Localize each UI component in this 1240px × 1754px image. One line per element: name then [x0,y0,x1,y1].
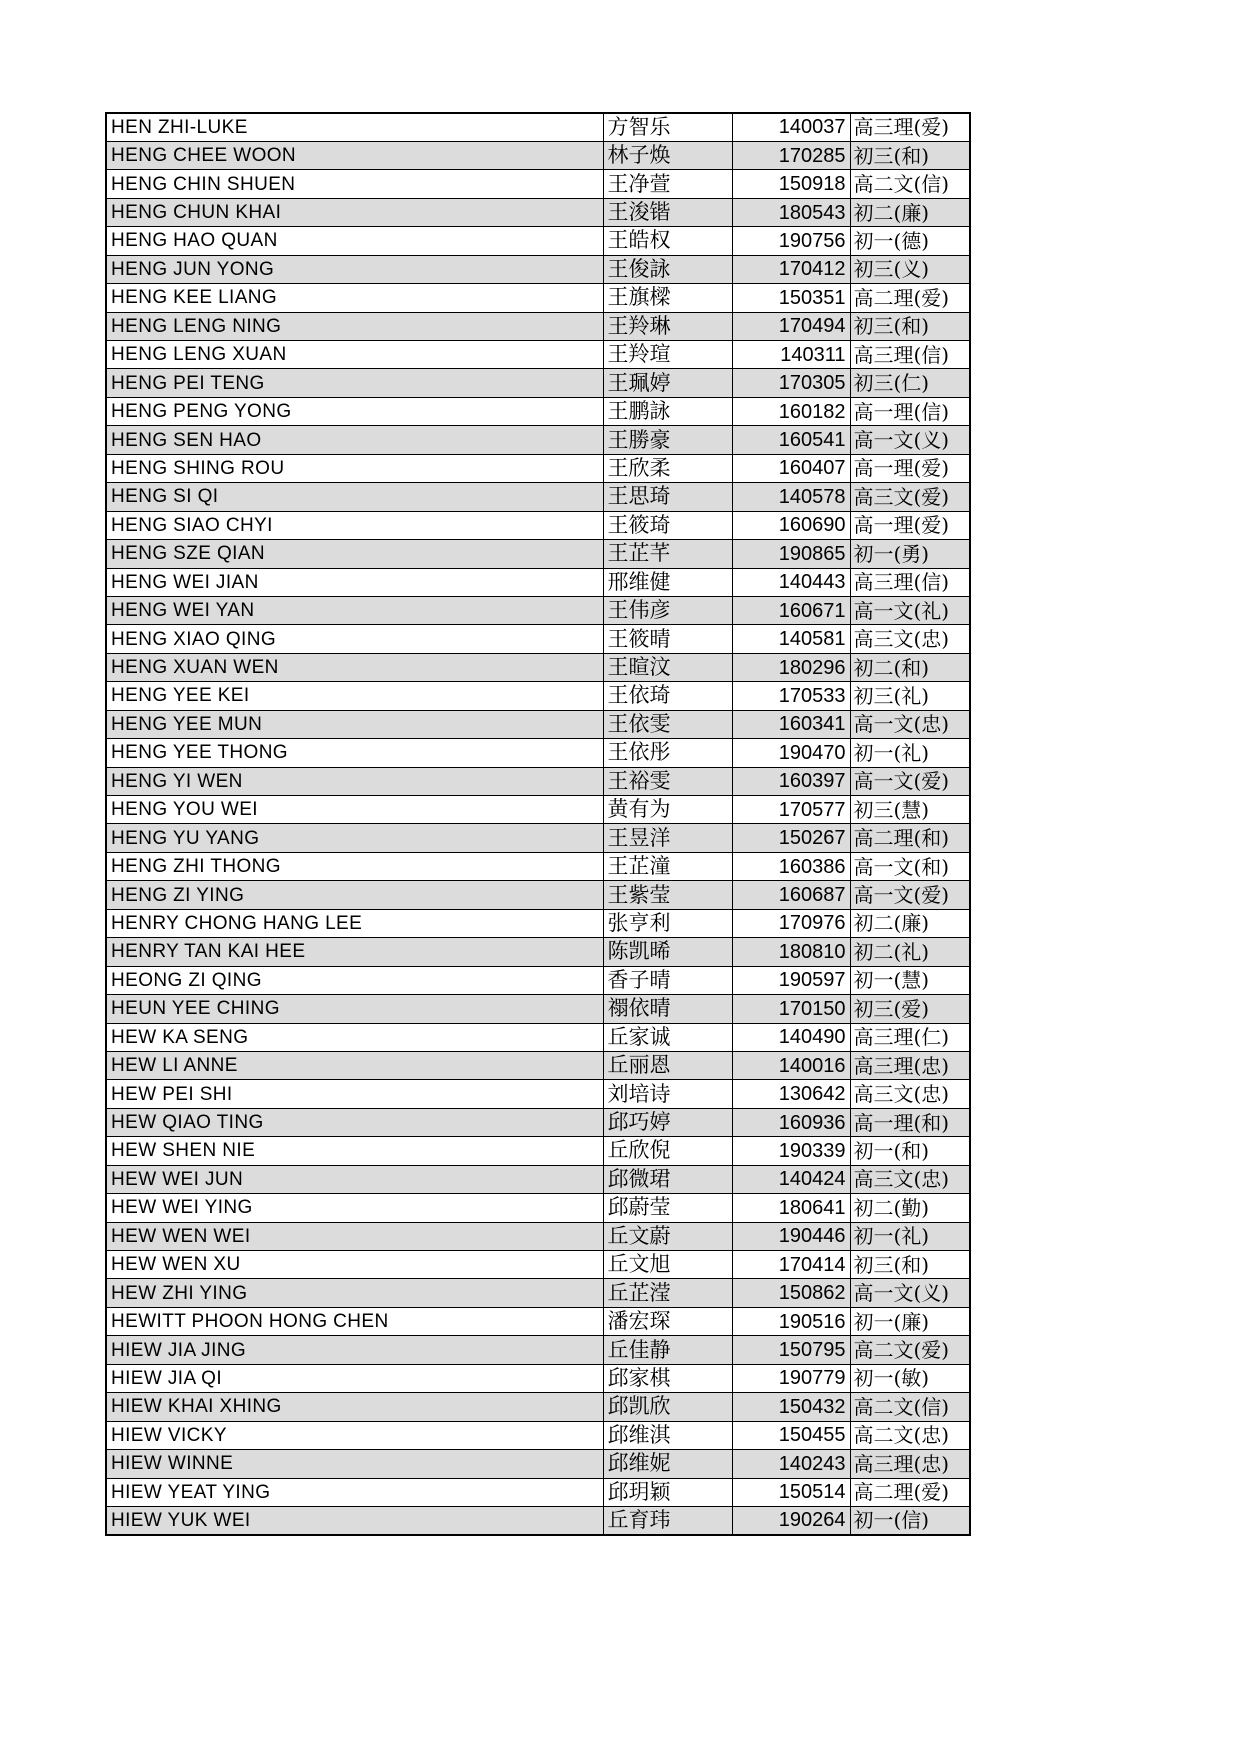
class-cell: 高一文(爱) [850,767,970,795]
student-id-cell: 190597 [732,966,850,994]
chinese-name-cell: 王伟彦 [603,596,732,624]
table-row [106,1051,970,1079]
student-id-cell: 170494 [732,312,850,340]
table-row [106,653,970,681]
class-cell: 高三文(忠) [850,625,970,653]
chinese-name-cell: 王欣柔 [603,454,732,482]
table-row [106,1080,970,1108]
student-id-cell: 170533 [732,682,850,710]
class-cell: 高一文(义) [850,426,970,454]
chinese-name-cell: 王筱琦 [603,511,732,539]
class-cell: 初二(勤) [850,1194,970,1222]
student-id-cell: 190264 [732,1506,850,1534]
student-id-cell: 130642 [732,1080,850,1108]
student-id-cell: 150455 [732,1421,850,1449]
student-name-cell: HENG YEE KEI [106,682,603,710]
class-cell: 高三理(忠) [850,1450,970,1478]
class-cell: 高一理(信) [850,397,970,425]
class-cell: 高二理(爱) [850,284,970,312]
chinese-name-cell: 王浚锴 [603,198,732,226]
student-name-cell: HEW SHEN NIE [106,1137,603,1165]
student-id-cell: 160397 [732,767,850,795]
chinese-name-cell: 王依琦 [603,682,732,710]
student-id-cell: 170150 [732,995,850,1023]
student-id-cell: 180543 [732,198,850,226]
chinese-name-cell: 王羚琳 [603,312,732,340]
table-row [106,284,970,312]
chinese-name-cell: 邱维淇 [603,1421,732,1449]
student-name-cell: HEW QIAO TING [106,1108,603,1136]
table-row [106,1194,970,1222]
table-row [106,198,970,226]
class-cell: 高三理(信) [850,568,970,596]
student-name-cell: HIEW YUK WEI [106,1506,603,1534]
student-id-cell: 190756 [732,227,850,255]
chinese-name-cell: 王筱晴 [603,625,732,653]
student-name-cell: HENG SEN HAO [106,426,603,454]
table-row [106,852,970,880]
chinese-name-cell: 丘家诚 [603,1023,732,1051]
chinese-name-cell: 丘欣倪 [603,1137,732,1165]
table-row [106,739,970,767]
student-name-cell: HENG SZE QIAN [106,540,603,568]
class-cell: 初一(和) [850,1137,970,1165]
class-cell: 高一文(礼) [850,596,970,624]
chinese-name-cell: 林子焕 [603,141,732,169]
student-id-cell: 150267 [732,824,850,852]
class-cell: 初一(信) [850,1506,970,1534]
student-id-cell: 140424 [732,1165,850,1193]
class-cell: 高一理(爱) [850,511,970,539]
student-name-cell: HIEW JIA QI [106,1364,603,1392]
class-cell: 高一文(爱) [850,881,970,909]
chinese-name-cell: 邱维妮 [603,1450,732,1478]
table-row [106,454,970,482]
student-id-cell: 150514 [732,1478,850,1506]
student-id-cell: 160687 [732,881,850,909]
class-cell: 高一理(爱) [850,454,970,482]
chinese-name-cell: 王紫莹 [603,881,732,909]
student-id-cell: 190339 [732,1137,850,1165]
class-cell: 高二文(信) [850,170,970,198]
table-row [106,1222,970,1250]
class-cell: 初二(礼) [850,938,970,966]
student-name-cell: HENG YU YANG [106,824,603,852]
table-row [106,1364,970,1392]
class-cell: 初三(和) [850,312,970,340]
student-id-cell: 160671 [732,596,850,624]
student-id-cell: 170414 [732,1251,850,1279]
chinese-name-cell: 刘培诗 [603,1080,732,1108]
table-row [106,483,970,511]
chinese-name-cell: 王勝豪 [603,426,732,454]
student-name-cell: HEW WEN XU [106,1251,603,1279]
table-row [106,1450,970,1478]
student-id-cell: 140243 [732,1450,850,1478]
student-name-cell: HEN ZHI-LUKE [106,113,603,141]
chinese-name-cell: 王旗樑 [603,284,732,312]
student-id-cell: 140578 [732,483,850,511]
chinese-name-cell: 丘育玮 [603,1506,732,1534]
chinese-name-cell: 方智乐 [603,113,732,141]
student-id-cell: 180641 [732,1194,850,1222]
student-name-cell: HENG PENG YONG [106,397,603,425]
table-row [106,1165,970,1193]
chinese-name-cell: 王羚瑄 [603,341,732,369]
chinese-name-cell: 邱蔚莹 [603,1194,732,1222]
student-id-cell: 140490 [732,1023,850,1051]
class-cell: 初一(敏) [850,1364,970,1392]
student-id-cell: 190865 [732,540,850,568]
chinese-name-cell: 王俊詠 [603,255,732,283]
student-id-cell: 140311 [732,341,850,369]
table-row [106,369,970,397]
chinese-name-cell: 丘佳静 [603,1336,732,1364]
student-name-cell: HIEW VICKY [106,1421,603,1449]
table-row [106,881,970,909]
student-id-cell: 140443 [732,568,850,596]
class-cell: 初一(德) [850,227,970,255]
table-row [106,938,970,966]
student-id-cell: 180810 [732,938,850,966]
table-row [106,141,970,169]
student-name-cell: HENG YI WEN [106,767,603,795]
student-name-cell: HEW WEI YING [106,1194,603,1222]
student-id-cell: 160341 [732,710,850,738]
chinese-name-cell: 丘文旭 [603,1251,732,1279]
chinese-name-cell: 邢维健 [603,568,732,596]
student-name-cell: HENG YEE THONG [106,739,603,767]
class-cell: 高一文(忠) [850,710,970,738]
student-name-cell: HEW LI ANNE [106,1051,603,1079]
chinese-name-cell: 王皓权 [603,227,732,255]
table-row [106,426,970,454]
class-cell: 初一(勇) [850,540,970,568]
student-name-cell: HEW PEI SHI [106,1080,603,1108]
class-cell: 初三(慧) [850,796,970,824]
table-row [106,824,970,852]
chinese-name-cell: 邱凯欣 [603,1393,732,1421]
student-name-cell: HENG PEI TENG [106,369,603,397]
student-id-cell: 190779 [732,1364,850,1392]
table-row [106,1279,970,1307]
student-id-cell: 190516 [732,1307,850,1335]
chinese-name-cell: 王净萱 [603,170,732,198]
table-row [106,909,970,937]
class-cell: 高二文(忠) [850,1421,970,1449]
chinese-name-cell: 丘文蔚 [603,1222,732,1250]
student-name-cell: HEONG ZI QING [106,966,603,994]
table-row [106,540,970,568]
chinese-name-cell: 禤依晴 [603,995,732,1023]
table-row [106,1478,970,1506]
student-name-cell: HEW WEI JUN [106,1165,603,1193]
student-id-cell: 170577 [732,796,850,824]
chinese-name-cell: 邱巧婷 [603,1108,732,1136]
class-cell: 初三(义) [850,255,970,283]
class-cell: 初二(廉) [850,198,970,226]
table-row [106,113,970,141]
student-name-cell: HENRY TAN KAI HEE [106,938,603,966]
student-name-cell: HEW ZHI YING [106,1279,603,1307]
table-row [106,1506,970,1534]
chinese-name-cell: 王依雯 [603,710,732,738]
class-cell: 高一理(和) [850,1108,970,1136]
table-row [106,1023,970,1051]
table-row [106,1393,970,1421]
student-name-cell: HIEW JIA JING [106,1336,603,1364]
student-name-cell: HENG CHEE WOON [106,141,603,169]
student-name-cell: HENG XIAO QING [106,625,603,653]
student-name-cell: HENG CHUN KHAI [106,198,603,226]
student-name-cell: HENRY CHONG HANG LEE [106,909,603,937]
class-cell: 初一(廉) [850,1307,970,1335]
table-row [106,995,970,1023]
student-roster-table [105,112,971,1536]
table-row [106,1251,970,1279]
chinese-name-cell: 黄有为 [603,796,732,824]
chinese-name-cell: 香子晴 [603,966,732,994]
chinese-name-cell: 王思琦 [603,483,732,511]
student-name-cell: HENG YEE MUN [106,710,603,738]
student-id-cell: 150795 [732,1336,850,1364]
student-name-cell: HEW WEN WEI [106,1222,603,1250]
class-cell: 初三(和) [850,141,970,169]
student-name-cell: HEUN YEE CHING [106,995,603,1023]
student-name-cell: HENG HAO QUAN [106,227,603,255]
table-row [106,796,970,824]
class-cell: 初二(廉) [850,909,970,937]
student-id-cell: 160407 [732,454,850,482]
student-name-cell: HIEW KHAI XHING [106,1393,603,1421]
table-row [106,170,970,198]
table-row [106,312,970,340]
chinese-name-cell: 王暄汶 [603,653,732,681]
student-name-cell: HIEW YEAT YING [106,1478,603,1506]
class-cell: 高三文(爱) [850,483,970,511]
student-id-cell: 150918 [732,170,850,198]
chinese-name-cell: 王鹏詠 [603,397,732,425]
class-cell: 高二理(爱) [850,1478,970,1506]
student-id-cell: 180296 [732,653,850,681]
student-name-cell: HENG LENG NING [106,312,603,340]
student-id-cell: 140037 [732,113,850,141]
student-id-cell: 160541 [732,426,850,454]
class-cell: 高三理(信) [850,341,970,369]
chinese-name-cell: 王依彤 [603,739,732,767]
student-id-cell: 160386 [732,852,850,880]
class-cell: 初三(仁) [850,369,970,397]
table-row [106,227,970,255]
student-name-cell: HENG SHING ROU [106,454,603,482]
student-name-cell: HENG XUAN WEN [106,653,603,681]
class-cell: 初一(慧) [850,966,970,994]
student-id-cell: 160690 [732,511,850,539]
class-cell: 初三(和) [850,1251,970,1279]
student-name-cell: HENG CHIN SHUEN [106,170,603,198]
student-name-cell: HEW KA SENG [106,1023,603,1051]
class-cell: 高二文(信) [850,1393,970,1421]
class-cell: 初一(礼) [850,1222,970,1250]
student-id-cell: 150862 [732,1279,850,1307]
class-cell: 初一(礼) [850,739,970,767]
student-id-cell: 170285 [732,141,850,169]
table-row [106,511,970,539]
class-cell: 高三理(仁) [850,1023,970,1051]
student-id-cell: 190446 [732,1222,850,1250]
student-name-cell: HENG ZI YING [106,881,603,909]
class-cell: 高一文(和) [850,852,970,880]
student-name-cell: HENG YOU WEI [106,796,603,824]
student-name-cell: HENG ZHI THONG [106,852,603,880]
table-row [106,255,970,283]
chinese-name-cell: 潘宏琛 [603,1307,732,1335]
chinese-name-cell: 丘芷滢 [603,1279,732,1307]
table-row [106,1137,970,1165]
table-row [106,767,970,795]
table-row [106,397,970,425]
student-id-cell: 170305 [732,369,850,397]
class-cell: 高三文(忠) [850,1165,970,1193]
class-cell: 初三(礼) [850,682,970,710]
table-row [106,1307,970,1335]
table-row [106,568,970,596]
class-cell: 初二(和) [850,653,970,681]
chinese-name-cell: 王昱洋 [603,824,732,852]
chinese-name-cell: 邱玥颖 [603,1478,732,1506]
chinese-name-cell: 丘丽恩 [603,1051,732,1079]
student-id-cell: 160182 [732,397,850,425]
student-id-cell: 170412 [732,255,850,283]
class-cell: 高三理(忠) [850,1051,970,1079]
student-id-cell: 140016 [732,1051,850,1079]
class-cell: 高三文(忠) [850,1080,970,1108]
student-id-cell: 150351 [732,284,850,312]
class-cell: 高二理(和) [850,824,970,852]
chinese-name-cell: 邱微珺 [603,1165,732,1193]
chinese-name-cell: 陈凯晞 [603,938,732,966]
class-cell: 高二文(爱) [850,1336,970,1364]
table-row [106,625,970,653]
student-name-cell: HENG KEE LIANG [106,284,603,312]
class-cell: 高三理(爱) [850,113,970,141]
chinese-name-cell: 王珮婷 [603,369,732,397]
chinese-name-cell: 张亨利 [603,909,732,937]
student-id-cell: 190470 [732,739,850,767]
class-cell: 初三(爱) [850,995,970,1023]
table-row [106,1108,970,1136]
table-row [106,1336,970,1364]
table-row [106,966,970,994]
student-name-cell: HENG SIAO CHYI [106,511,603,539]
student-name-cell: HEWITT PHOON HONG CHEN [106,1307,603,1335]
chinese-name-cell: 王裕雯 [603,767,732,795]
class-cell: 高一文(义) [850,1279,970,1307]
student-name-cell: HENG WEI YAN [106,596,603,624]
table-row [106,682,970,710]
student-name-cell: HENG LENG XUAN [106,341,603,369]
student-name-cell: HENG SI QI [106,483,603,511]
student-id-cell: 160936 [732,1108,850,1136]
student-id-cell: 170976 [732,909,850,937]
chinese-name-cell: 邱家棋 [603,1364,732,1392]
student-name-cell: HIEW WINNE [106,1450,603,1478]
table-row [106,596,970,624]
table-row [106,341,970,369]
table-row [106,1421,970,1449]
chinese-name-cell: 王芷潼 [603,852,732,880]
student-id-cell: 150432 [732,1393,850,1421]
student-name-cell: HENG JUN YONG [106,255,603,283]
student-name-cell: HENG WEI JIAN [106,568,603,596]
student-id-cell: 140581 [732,625,850,653]
table-row [106,710,970,738]
chinese-name-cell: 王芷芊 [603,540,732,568]
roster-body [106,113,970,1535]
